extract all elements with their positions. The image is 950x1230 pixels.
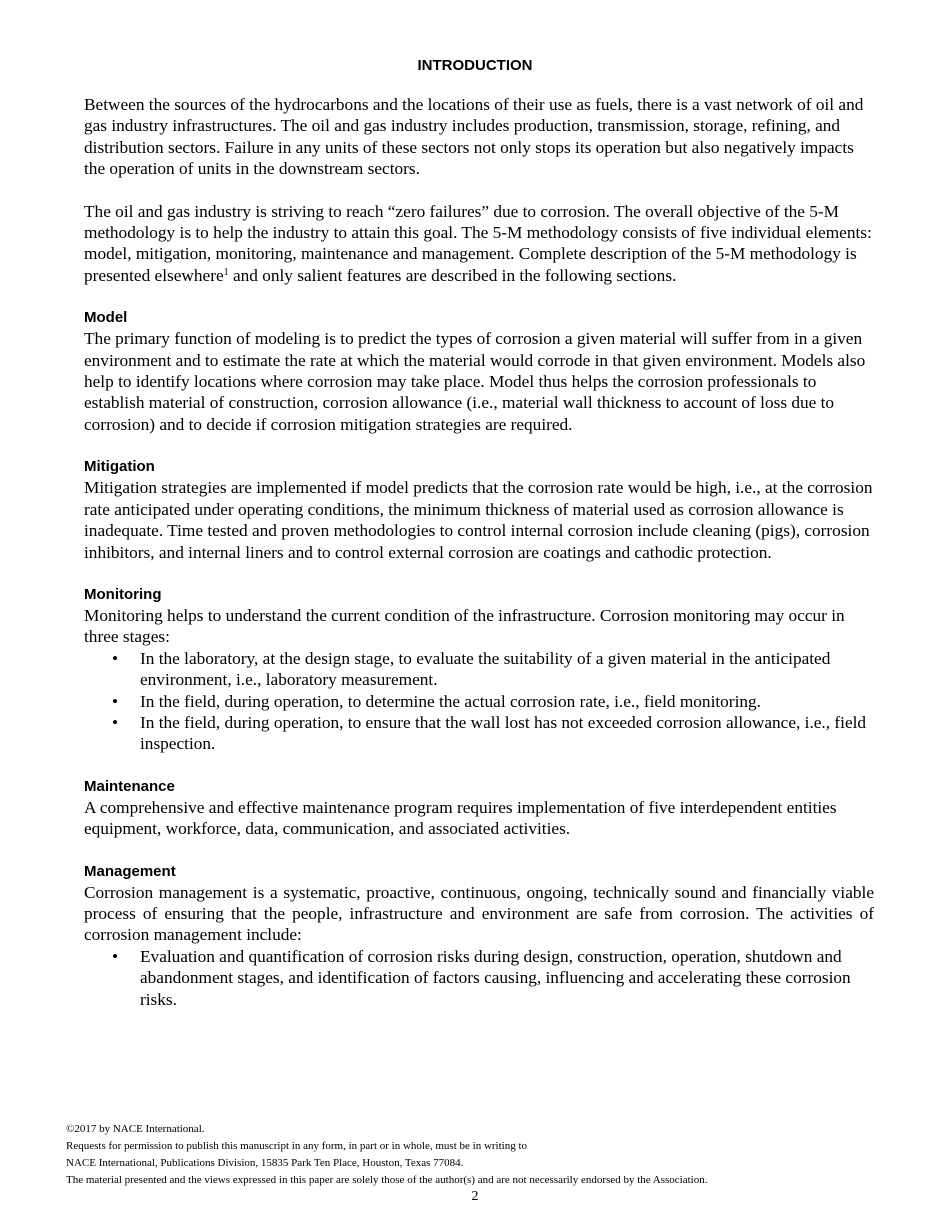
bullet-icon: •	[112, 712, 119, 732]
section-heading-management: Management	[84, 862, 176, 880]
section-text-monitoring: Monitoring helps to understand the current condition of the infrastructure. Corrosion monitoring may occur in three stages:	[84, 605, 845, 647]
list-item	[84, 691, 874, 712]
footer-address: NACE International, Publications Division, 15835 Park Ten Place, Houston, Texas 77084.	[66, 1157, 464, 1169]
section-text-mitigation: Mitigation strategies are implemented if model predicts that the corrosion rate would be high, i.e., at the corrosion rate anticipated under operating conditions, the minimum thickness of material used as corrosion allowance is inadequate. Time tested and proven methodologies to control internal corrosion include cleaning (pigs), corrosion inhibitors, and internal liners and to control external corrosion are coatings and cathodic protection.	[84, 478, 873, 562]
section-text-management: Corrosion management is a systematic, proactive, continuous, ongoing, technically sound and financially viable process of ensuring that the people, infrastructure and environment are safe from corrosion. The activities of corrosion management include:	[84, 882, 874, 945]
list-item	[84, 712, 874, 755]
intro-paragraph-1: Between the sources of the hydrocarbons and the locations of their use as fuels, there is a vast network of oil and gas industry infrastructures. The oil and gas industry includes production, transmission, storage, refining, and distribution sectors. Failure in any units of these sectors not only stops its operation but also negatively impacts the operation of units in the downstream sectors.	[84, 95, 864, 179]
footer-disclaimer: The material presented and the views expressed in this paper are solely those of the author(s) and are not necessarily endorsed by the Association.	[66, 1174, 708, 1186]
monitoring-bullet-list	[84, 648, 874, 755]
section-heading-maintenance: Maintenance	[84, 777, 175, 795]
list-item	[84, 648, 874, 691]
section-text-model: The primary function of modeling is to predict the types of corrosion a given material will suffer from in a given environment and to estimate the rate at which the material would corrode in that given environment. Models also help to identify locations where corrosion may take place. Model thus helps the corrosion professionals to establish material of construction, corrosion allowance (i.e., material wall thickness to account of loss due to corrosion) and to decide if corrosion mitigation strategies are required.	[84, 329, 866, 434]
list-item-text: In the field, during operation, to determine the actual corrosion rate, i.e., field monitoring.	[140, 691, 761, 711]
list-item-text: In the laboratory, at the design stage, to evaluate the suitability of a given material in the anticipated environment, i.e., laboratory measurement.	[140, 648, 831, 690]
section-heading-monitoring: Monitoring	[84, 585, 162, 603]
bullet-icon: •	[112, 946, 119, 966]
page-title: INTRODUCTION	[417, 57, 533, 74]
section-heading-model: Model	[84, 309, 128, 327]
intro-paragraph-2-text-end: and only salient features are described in the following sections.	[228, 265, 677, 285]
bullet-icon: •	[112, 648, 119, 668]
page-number: 2	[471, 1189, 479, 1204]
footer-permission: Requests for permission to publish this manuscript in any form, in part or in whole, must be in writing to	[66, 1140, 528, 1152]
list-item-text: Evaluation and quantification of corrosion risks during design, construction, operation, shutdown and abandonment stages, and identification of factors causing, influencing and accelerating these corrosion risks.	[140, 946, 851, 1009]
intro-paragraph-2	[84, 201, 874, 287]
intro-paragraph-2-text: The oil and gas industry is striving to reach “zero failures” due to corrosion. The overall objective of the 5-M methodology is to help the industry to attain this goal. The 5-M methodology consists of five individual elements: model, mitigation, monitoring, maintenance and management. Complete description of the 5-M methodology is presented elsewhere	[84, 201, 872, 285]
copyright-footer	[66, 1121, 896, 1189]
footnote-reference: 1	[223, 266, 229, 278]
document-body	[84, 94, 874, 1010]
list-item-text: In the field, during operation, to ensure that the wall lost has not exceeded corrosion allowance, i.e., field inspection.	[140, 712, 867, 754]
footer-copyright: ©2017 by NACE International.	[66, 1123, 205, 1135]
bullet-icon: •	[112, 691, 119, 711]
section-heading-mitigation: Mitigation	[84, 458, 155, 476]
management-bullet-list	[84, 946, 874, 1010]
section-text-maintenance: A comprehensive and effective maintenance program requires implementation of five interdependent entities equipment, workforce, data, communication, and associated activities.	[84, 797, 837, 839]
list-item	[84, 946, 874, 1010]
